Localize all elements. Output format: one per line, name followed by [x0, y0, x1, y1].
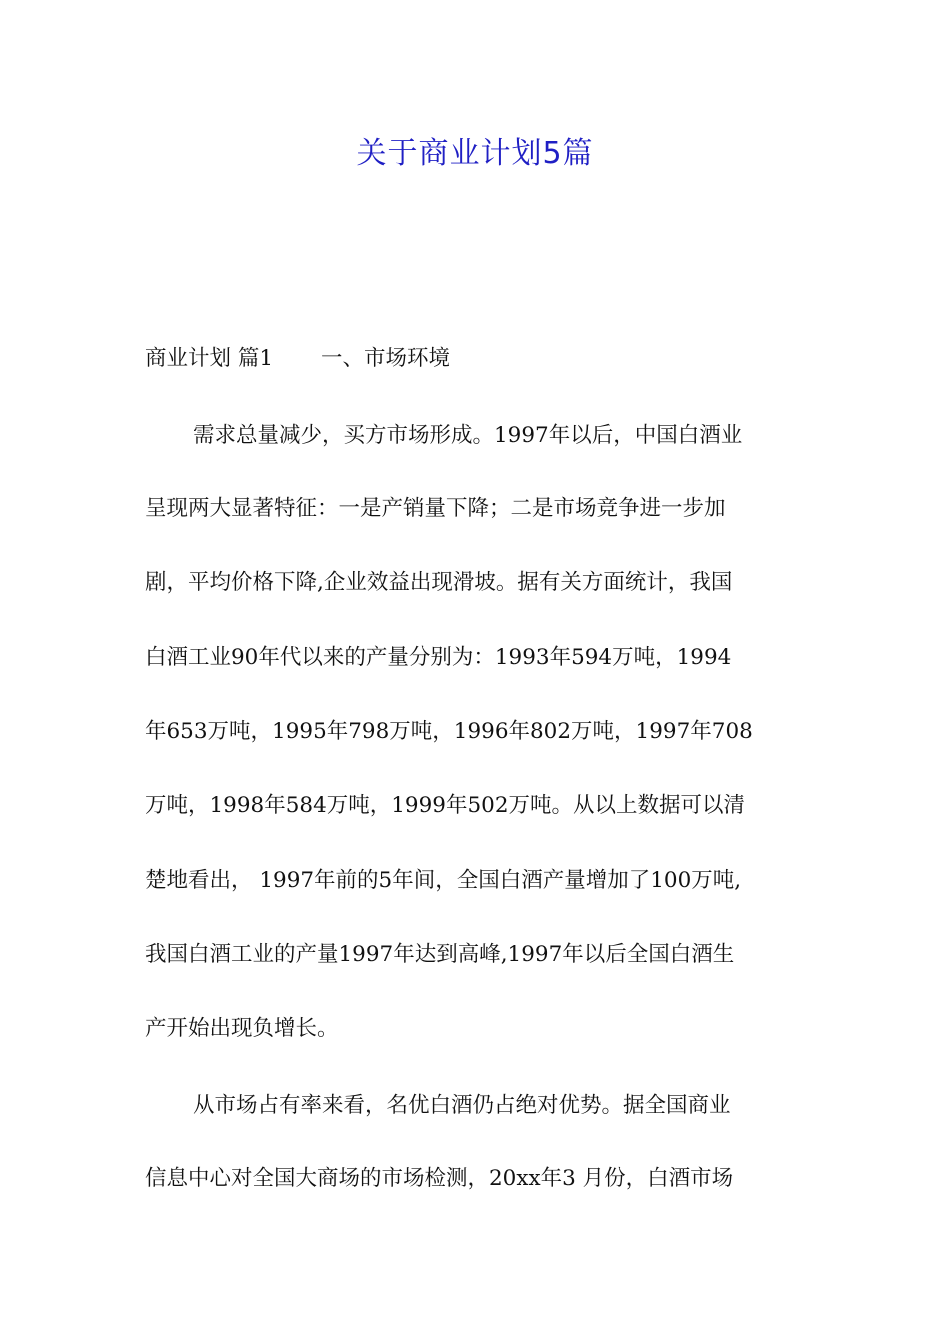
body-line: 产开始出现负增长。: [145, 1016, 339, 1041]
body-line: 从市场占有率来看，名优白酒仍占绝对优势。据全国商业: [193, 1093, 731, 1118]
body-line: 万吨，1998年584万吨，1999年502万吨。从以上数据可以清: [145, 793, 746, 818]
section-label: 商业计划 篇1: [145, 346, 274, 371]
section-heading: [145, 344, 815, 374]
document-title: 关于商业计划5篇: [356, 136, 594, 171]
body-line: 我国白酒工业的产量1997年达到高峰,1997年以后全国白酒生: [145, 942, 735, 967]
body-line: 需求总量减少，买方市场形成。1997年以后，中国白酒业: [193, 423, 743, 448]
body-line: 年653万吨，1995年798万吨，1996年802万吨，1997年708: [145, 719, 753, 744]
body-line: 信息中心对全国大商场的市场检测，20xx年3 月份，白酒市场: [145, 1166, 734, 1191]
body-line: 白酒工业90年代以来的产量分别为：1993年594万吨，1994: [145, 645, 732, 670]
body-line: 剧，平均价格下降,企业效益出现滑坡。据有关方面统计，我国: [145, 570, 733, 595]
body-line: 呈现两大显著特征：一是产销量下降；二是市场竞争进一步加: [145, 496, 726, 521]
section-title: 一、市场环境: [321, 346, 451, 371]
body-line: 楚地看出， 1997年前的5年间，全国白酒产量增加了100万吨,: [145, 868, 742, 893]
